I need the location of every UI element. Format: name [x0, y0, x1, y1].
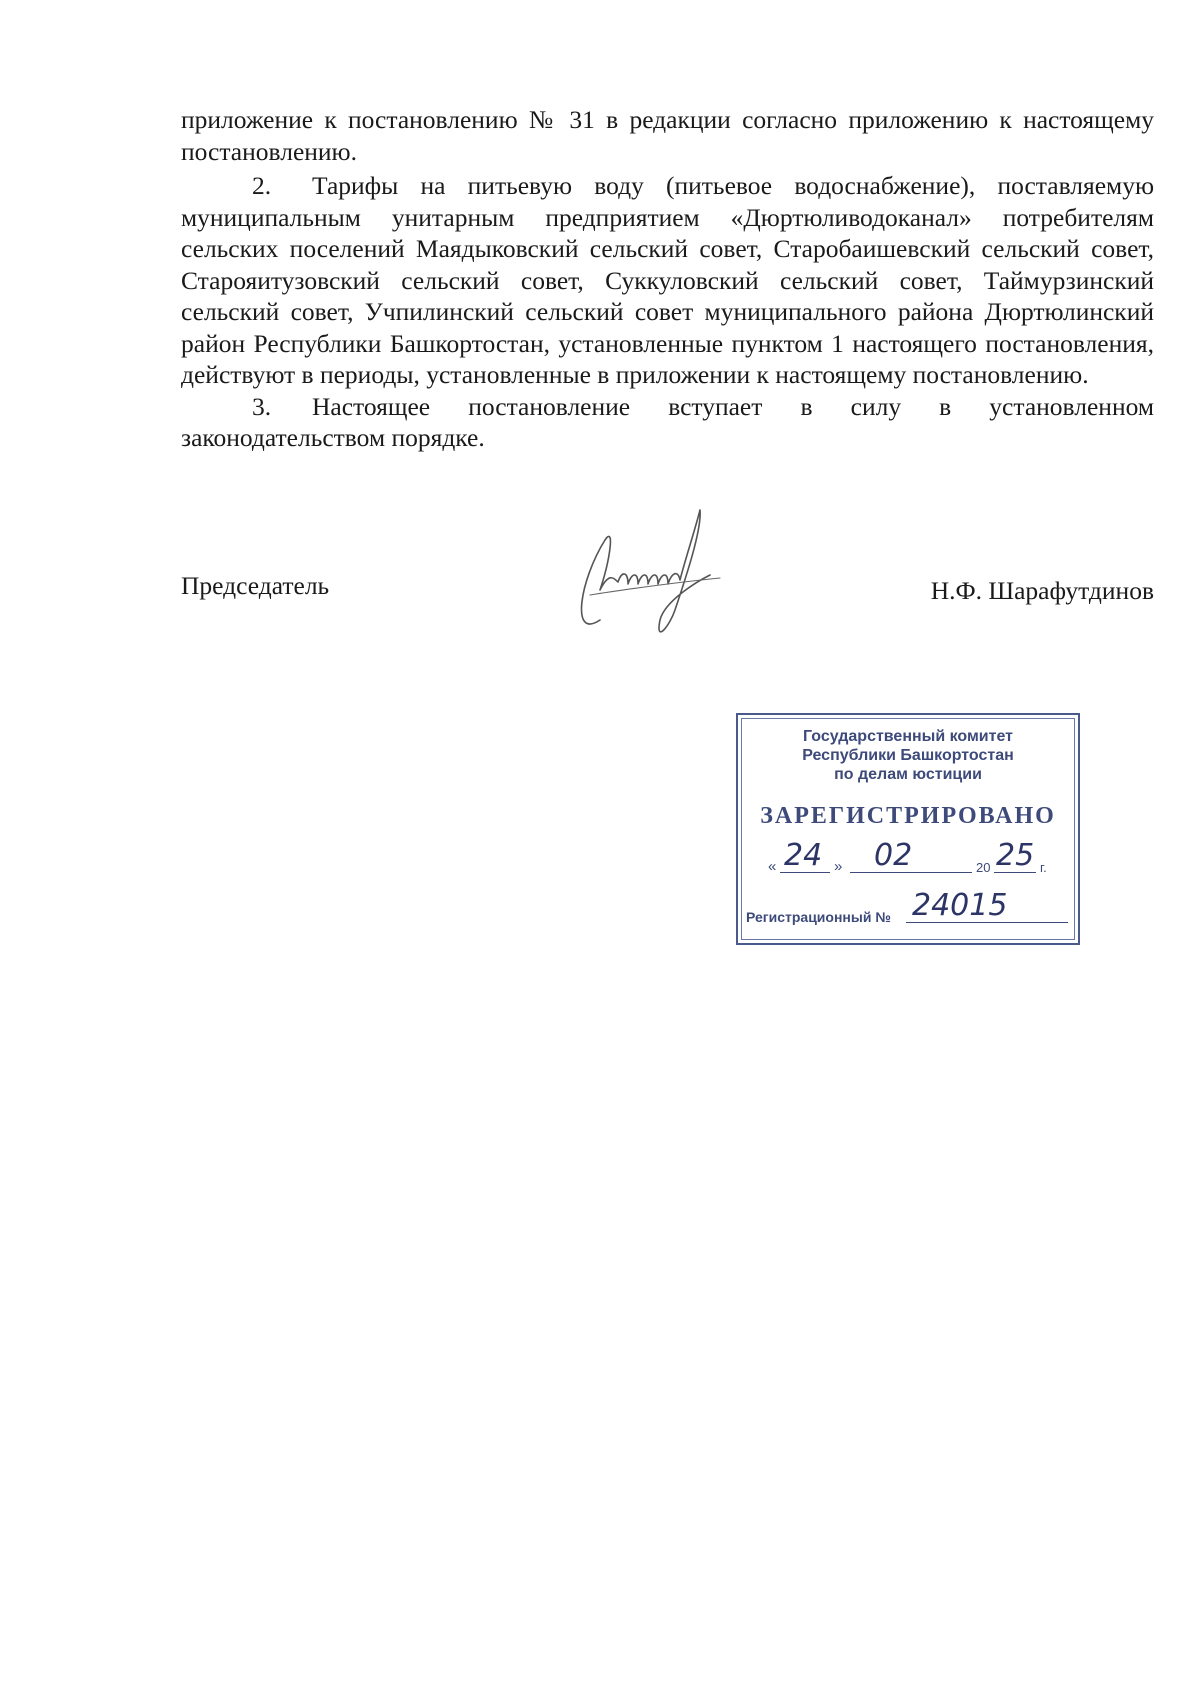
paragraph-3: [181, 391, 1154, 454]
stamp-registration-number-row: [746, 888, 1068, 929]
stamp-day-handwritten: 24: [784, 838, 823, 873]
chairman-name: Н.Ф. Шарафутдинов: [930, 576, 1154, 605]
stamp-reg-number-handwritten: 24015: [912, 888, 1008, 923]
stamp-registered-label: ЗАРЕГИСТРИРОВАНО: [760, 803, 1056, 829]
stamp-org-line-3: по делам юстиции: [834, 766, 982, 783]
paragraph-3-number: 3.: [252, 391, 272, 421]
stamp-org-line-2: Республики Башкортостан: [802, 747, 1014, 764]
stamp-quote-close: »: [834, 858, 843, 875]
stamp-reg-number-label: Регистрационный №: [746, 909, 891, 925]
paragraph-3-text: Настоящее постановление вступает в силу в установленном законодательством порядке.: [181, 391, 1154, 452]
document-body: [181, 104, 1154, 454]
chairman-title: Председатель: [181, 571, 330, 600]
paragraph-2: [181, 170, 1154, 391]
stamp-quote-open: «: [768, 858, 777, 875]
continuation-paragraph: приложение к постановлению № 31 в редакции согласно приложению к настоящему постановлению.: [181, 105, 1154, 166]
registration-stamp: [736, 713, 1080, 945]
paragraph-2-number: 2.: [252, 171, 272, 200]
stamp-year-prefix: 20: [976, 860, 991, 875]
stamp-year-mark: г.: [1040, 860, 1047, 875]
stamp-org-line-1: Государственный комитет: [803, 728, 1013, 745]
stamp-year-handwritten: 25: [996, 838, 1035, 873]
paragraph-2-text: Тарифы на питьевую воду (питьевое водоснабжение), поставляемую муниципальным унитарным предприятием «Дюртюливодоканал» потребителям сельских поселений Маядыковский сельский совет, Старобаишевский сельский совет, Старояитузовский сельский совет, Суккуловский сельский совет, Таймурзинский сельский совет, Учпилинский сельский совет муниципального района Дюртюлинский район Республики Башкортостан, установленные пунктом 1 настоящего постановления, действуют в периоды, установленные в приложении к настоящему постановлению.: [181, 171, 1154, 389]
stamp-month-handwritten: 02: [874, 838, 913, 873]
handwritten-signature: [560, 500, 740, 650]
stamp-date-row: [768, 838, 1064, 879]
stamp-organization: [738, 727, 1078, 784]
